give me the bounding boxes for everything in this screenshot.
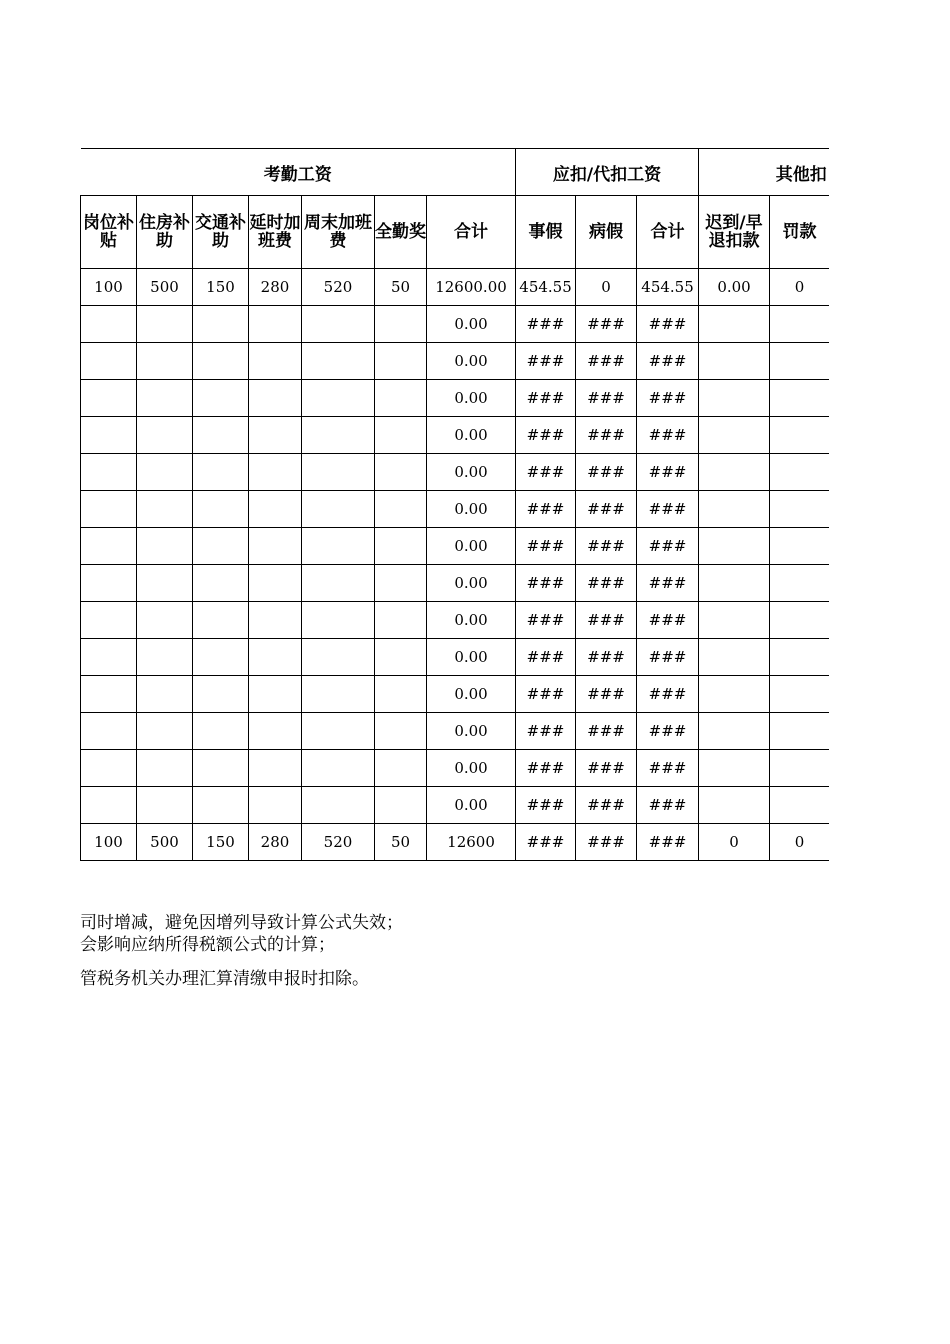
table-cell (249, 417, 302, 454)
table-cell (249, 380, 302, 417)
table-cell: 50 (375, 824, 427, 861)
table-cell: ### (576, 565, 637, 602)
table-cell: 0.00 (427, 676, 516, 713)
table-row (81, 676, 830, 713)
table-cell (375, 602, 427, 639)
table-cell: ### (576, 528, 637, 565)
table-cell: ### (516, 639, 576, 676)
table-cell (375, 676, 427, 713)
table-cell: ### (516, 454, 576, 491)
table-cell (81, 602, 137, 639)
table-cell (137, 639, 193, 676)
table-cell (249, 528, 302, 565)
table-cell: 454.55 (516, 269, 576, 306)
table-cell: 0.00 (427, 343, 516, 380)
table-cell: ### (637, 713, 699, 750)
table-cell: ### (576, 713, 637, 750)
table-cell: ### (516, 787, 576, 824)
table-cell (249, 750, 302, 787)
table-cell (81, 528, 137, 565)
table-cell: ### (637, 602, 699, 639)
table-cell (375, 713, 427, 750)
table-cell (302, 491, 375, 528)
table-cell (302, 417, 375, 454)
table-cell: ### (576, 343, 637, 380)
table-cell (137, 417, 193, 454)
table-cell (249, 713, 302, 750)
notes (80, 912, 840, 990)
header-attendance-total: 合计 (427, 196, 516, 269)
table-cell: ### (576, 491, 637, 528)
table-cell (770, 306, 829, 343)
table-cell (193, 380, 249, 417)
table-cell: ### (516, 306, 576, 343)
header-fine: 罚款 (770, 196, 829, 269)
table-cell (699, 454, 770, 491)
table-cell (193, 750, 249, 787)
table-row (81, 380, 830, 417)
table-cell (81, 676, 137, 713)
table-cell (193, 491, 249, 528)
table-cell: 0.00 (427, 528, 516, 565)
table-cell (302, 639, 375, 676)
table-cell: 0.00 (427, 491, 516, 528)
group-attendance-pay: 考勤工资 (81, 149, 516, 196)
table-cell (81, 565, 137, 602)
table-cell: ### (637, 491, 699, 528)
table-row (81, 713, 830, 750)
table-cell (193, 565, 249, 602)
table-cell (770, 787, 829, 824)
table-cell: 0.00 (427, 306, 516, 343)
table-row (81, 343, 830, 380)
table-cell: 0.00 (427, 565, 516, 602)
table-cell (770, 380, 829, 417)
table-cell (770, 454, 829, 491)
table-cell (249, 639, 302, 676)
group-deductions: 应扣/代扣工资 (516, 149, 699, 196)
table-cell (699, 602, 770, 639)
table-cell (770, 750, 829, 787)
table-cell (249, 565, 302, 602)
table-cell (770, 528, 829, 565)
table-cell: 0.00 (427, 380, 516, 417)
table-cell: ### (637, 750, 699, 787)
table-cell: ### (637, 306, 699, 343)
table-cell (699, 787, 770, 824)
group-other-deductions: 其他扣 (699, 149, 829, 196)
table-cell (699, 750, 770, 787)
table-cell: 0.00 (427, 454, 516, 491)
table-cell (193, 454, 249, 491)
table-cell (81, 491, 137, 528)
column-header-row (81, 196, 830, 269)
table-cell (81, 787, 137, 824)
table-cell (193, 528, 249, 565)
salary-table (80, 148, 829, 861)
table-cell: 0.00 (427, 750, 516, 787)
table-cell (302, 380, 375, 417)
table-cell (81, 380, 137, 417)
table-cell (193, 417, 249, 454)
table-cell: ### (576, 380, 637, 417)
table-cell: ### (637, 454, 699, 491)
table-cell: 100 (81, 269, 137, 306)
table-cell (81, 343, 137, 380)
table-cell (375, 491, 427, 528)
table-cell: 12600.00 (427, 269, 516, 306)
table-row (81, 565, 830, 602)
table-cell (375, 528, 427, 565)
note-line: 司时增减，避免因增列导致计算公式失效； (80, 913, 403, 933)
table-cell (302, 750, 375, 787)
table-cell: ### (576, 602, 637, 639)
table-cell: ### (576, 417, 637, 454)
table-cell: ### (516, 343, 576, 380)
table-cell: ### (516, 491, 576, 528)
table-cell (302, 565, 375, 602)
table-cell (699, 343, 770, 380)
table-cell: ### (637, 676, 699, 713)
table-cell (302, 713, 375, 750)
table-cell: 0.00 (427, 713, 516, 750)
salary-sheet (80, 148, 829, 864)
table-cell: ### (516, 676, 576, 713)
table-cell: ### (637, 639, 699, 676)
table-cell (375, 750, 427, 787)
header-transport-allowance: 交通补助 (193, 196, 249, 269)
table-cell: ### (516, 417, 576, 454)
table-row (81, 639, 830, 676)
header-overtime-pay: 延时加班费 (249, 196, 302, 269)
table-cell (699, 676, 770, 713)
table-row (81, 454, 830, 491)
table-cell: 0 (770, 824, 829, 861)
table-cell (770, 713, 829, 750)
table-cell (302, 343, 375, 380)
table-cell (81, 417, 137, 454)
table-cell (137, 491, 193, 528)
table-cell (249, 491, 302, 528)
table-cell: 500 (137, 269, 193, 306)
table-cell (699, 565, 770, 602)
table-cell: 0 (770, 269, 829, 306)
table-cell: 500 (137, 824, 193, 861)
table-cell (137, 528, 193, 565)
table-cell: 280 (249, 269, 302, 306)
table-cell: ### (637, 528, 699, 565)
table-cell (375, 380, 427, 417)
table-cell (137, 380, 193, 417)
table-cell (770, 676, 829, 713)
table-cell: ### (576, 306, 637, 343)
header-personal-leave: 事假 (516, 196, 576, 269)
table-cell: 100 (81, 824, 137, 861)
header-weekend-overtime: 周末加班费 (302, 196, 375, 269)
table-cell (770, 343, 829, 380)
table-cell (375, 343, 427, 380)
table-cell (249, 343, 302, 380)
table-cell: 0.00 (427, 787, 516, 824)
header-late-deduction: 迟到/早退扣款 (699, 196, 770, 269)
header-attendance-bonus: 全勤奖 (375, 196, 427, 269)
table-cell: 520 (302, 824, 375, 861)
table-cell (249, 676, 302, 713)
table-cell (137, 454, 193, 491)
table-cell: 0 (576, 269, 637, 306)
table-row (81, 417, 830, 454)
table-cell (375, 454, 427, 491)
table-cell (81, 454, 137, 491)
table-cell (193, 602, 249, 639)
table-cell: ### (576, 454, 637, 491)
table-cell (770, 565, 829, 602)
table-cell (137, 602, 193, 639)
table-cell (375, 639, 427, 676)
table-cell: ### (576, 824, 637, 861)
table-cell: ### (516, 713, 576, 750)
table-cell: 150 (193, 269, 249, 306)
table-cell (375, 565, 427, 602)
table-cell (770, 639, 829, 676)
table-cell: 150 (193, 824, 249, 861)
table-cell (137, 713, 193, 750)
table-cell: 12600 (427, 824, 516, 861)
table-cell (137, 676, 193, 713)
table-cell: 0.00 (427, 417, 516, 454)
table-cell (699, 528, 770, 565)
table-cell: ### (516, 602, 576, 639)
note-line: 会影响应纳所得税额公式的计算； (80, 935, 335, 955)
table-cell (81, 306, 137, 343)
table-cell: 0.00 (699, 269, 770, 306)
table-cell (302, 676, 375, 713)
note-line: 管税务机关办理汇算清缴申报时扣除。 (80, 969, 369, 989)
table-cell (81, 713, 137, 750)
table-cell (193, 343, 249, 380)
table-cell: ### (637, 343, 699, 380)
table-cell: ### (516, 750, 576, 787)
table-cell (699, 491, 770, 528)
table-cell (302, 787, 375, 824)
table-cell (249, 454, 302, 491)
totals-row (81, 824, 830, 861)
table-cell: 280 (249, 824, 302, 861)
table-row (81, 787, 830, 824)
table-cell: ### (516, 824, 576, 861)
table-cell (375, 306, 427, 343)
group-header-row (81, 149, 830, 196)
table-cell (81, 639, 137, 676)
table-cell (249, 602, 302, 639)
table-cell: ### (516, 565, 576, 602)
table-cell (193, 306, 249, 343)
table-row (81, 269, 830, 306)
table-cell (249, 306, 302, 343)
table-cell (302, 454, 375, 491)
table-cell (137, 750, 193, 787)
table-cell: ### (576, 639, 637, 676)
table-cell (193, 713, 249, 750)
table-cell (302, 528, 375, 565)
table-cell: 50 (375, 269, 427, 306)
table-cell (193, 676, 249, 713)
table-cell: ### (516, 380, 576, 417)
table-cell (699, 713, 770, 750)
table-cell (137, 565, 193, 602)
table-cell: ### (637, 417, 699, 454)
table-cell (302, 306, 375, 343)
table-row (81, 491, 830, 528)
table-cell: 454.55 (637, 269, 699, 306)
table-cell (302, 602, 375, 639)
table-cell: ### (637, 565, 699, 602)
table-row (81, 528, 830, 565)
table-cell (770, 602, 829, 639)
table-cell: ### (516, 528, 576, 565)
table-cell: ### (576, 750, 637, 787)
table-cell (770, 417, 829, 454)
table-cell: ### (637, 380, 699, 417)
table-cell (699, 639, 770, 676)
header-housing-allowance: 住房补助 (137, 196, 193, 269)
table-cell (137, 343, 193, 380)
table-cell (137, 306, 193, 343)
table-cell (249, 787, 302, 824)
table-cell: 0.00 (427, 602, 516, 639)
table-row (81, 602, 830, 639)
header-post-allowance: 岗位补贴 (81, 196, 137, 269)
table-cell: 0 (699, 824, 770, 861)
table-cell (193, 787, 249, 824)
table-row (81, 306, 830, 343)
table-cell (137, 787, 193, 824)
table-cell (699, 306, 770, 343)
table-cell: ### (576, 676, 637, 713)
table-cell (375, 417, 427, 454)
table-cell: 520 (302, 269, 375, 306)
table-cell (770, 491, 829, 528)
table-cell (375, 787, 427, 824)
header-deduction-total: 合计 (637, 196, 699, 269)
table-cell: 0.00 (427, 639, 516, 676)
table-cell (699, 417, 770, 454)
table-cell (81, 750, 137, 787)
table-cell: ### (637, 787, 699, 824)
table-cell: ### (576, 787, 637, 824)
header-sick-leave: 病假 (576, 196, 637, 269)
table-cell: ### (637, 824, 699, 861)
table-cell (699, 380, 770, 417)
table-row (81, 750, 830, 787)
table-cell (193, 639, 249, 676)
